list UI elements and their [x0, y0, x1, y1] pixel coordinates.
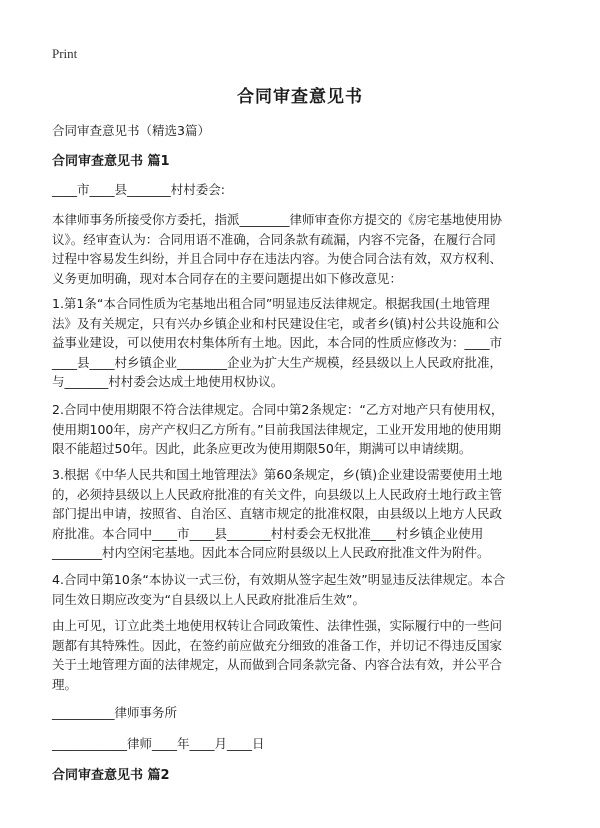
print-label[interactable]: Print — [52, 46, 78, 61]
conclusion-line: 关于土地管理方面的法律规定，从而做到合同条款完备、内容合法有效，并公平合 — [52, 657, 503, 672]
item-3-line: 的，必须持县级以上人民政府批准的有关文件，向县级以上人民政府土地行政主管 — [52, 486, 503, 502]
conclusion-line: 题都有其特殊性。因此，在签约前应做充分细致的准备工作，并切记不得违反国家 — [52, 637, 503, 653]
intro-line: 本律师事务所接受你方委托，指派________律师审查你方提交的《房宅基地使用协 — [52, 212, 503, 227]
item-2-line: 限不能超过50年。因此，此条应更改为使用期限50年，期满可以申请续期。 — [52, 441, 472, 456]
intro-line: 过程中容易发生纠纷，并且合同中存在违法内容。为使合同合法有效，双方权利、 — [52, 251, 503, 266]
item-4-paragraph — [52, 570, 550, 609]
intro-line: 议》。经审查认为：合同用语不准确，合同条款有疏漏，内容不完备，在履行合同 — [52, 231, 496, 247]
address-line: ____市____县_______村村委会: — [52, 182, 225, 197]
item-3-paragraph — [52, 465, 550, 563]
section-2-heading: 合同审查意见书 篇2 — [52, 768, 170, 783]
item-2-line: 使用期100年，房产产权归乙方所有。”目前我国法律规定，工业开发用地的使用期 — [52, 421, 502, 437]
intro-paragraph — [52, 210, 550, 288]
item-1-line: 1.第1条“本合同性质为宅基地出租合同”明显违反法律规定。根据我国(土地管理 — [52, 296, 490, 311]
item-1-line: 益事业建设，可以使用农村集体所有土地。因此，本合同的性质应修改为：____市 — [52, 335, 503, 350]
item-1-line: 与_______村村委会达成土地使用权协议。 — [52, 374, 284, 389]
law-firm-line: __________律师事务所 — [52, 705, 178, 720]
item-3-line: 府批准。本合同中____市____县_______村村委会无权批准____村乡镇企业使用 — [52, 525, 484, 541]
document-subtitle: 合同审查意见书（精选3篇） — [52, 123, 210, 138]
signature-date-line: ____________律师____年____月____日 — [52, 736, 265, 751]
item-1-line: 法》及有关规定，只有兴办乡镇企业和村民建设住宅，或者乡(镇)村公共设施和公 — [52, 315, 500, 331]
conclusion-paragraph — [52, 616, 550, 694]
section-1-heading: 合同审查意见书 篇1 — [52, 154, 170, 169]
conclusion-line: 理。 — [52, 676, 78, 692]
item-3-line: 3.根据《中华人民共和国土地管理法》第60条规定，乡(镇)企业建设需要使用土地 — [52, 467, 503, 482]
item-1-line: ____县____村乡镇企业________企业为扩大生产规模，经县级以上人民政府批准， — [52, 354, 503, 370]
item-4-line: 4.合同中第10条“本协议一式三份，有效期从签字起生效”明显违反法律规定。本合 — [52, 572, 506, 587]
item-2-line: 2.合同中使用期限不符合法律规定。合同中第2条规定：“乙方对地产只有使用权， — [52, 402, 504, 417]
item-4-line: 同生效日期应改变为“自县级以上人民政府批准后生效”。 — [52, 591, 365, 607]
conclusion-line: 由上可见，订立此类土地使用权转让合同政策性、法律性强，实际履行中的一些问 — [52, 618, 503, 633]
item-3-line: 部门提出申请，按照省、自治区、直辖市规定的批准权限，由县级以上地方人民政 — [52, 506, 503, 521]
intro-line: 义务更加明确，现对本合同存在的主要问题提出如下修改意见： — [52, 270, 403, 286]
item-2-paragraph — [52, 400, 550, 459]
document-title: 合同审查意见书 — [237, 87, 363, 107]
item-3-line: ________村内空闲宅基地。因此本合同应附县级以上人民政府批准文件为附件。 — [52, 545, 490, 560]
item-1-paragraph — [52, 294, 550, 392]
